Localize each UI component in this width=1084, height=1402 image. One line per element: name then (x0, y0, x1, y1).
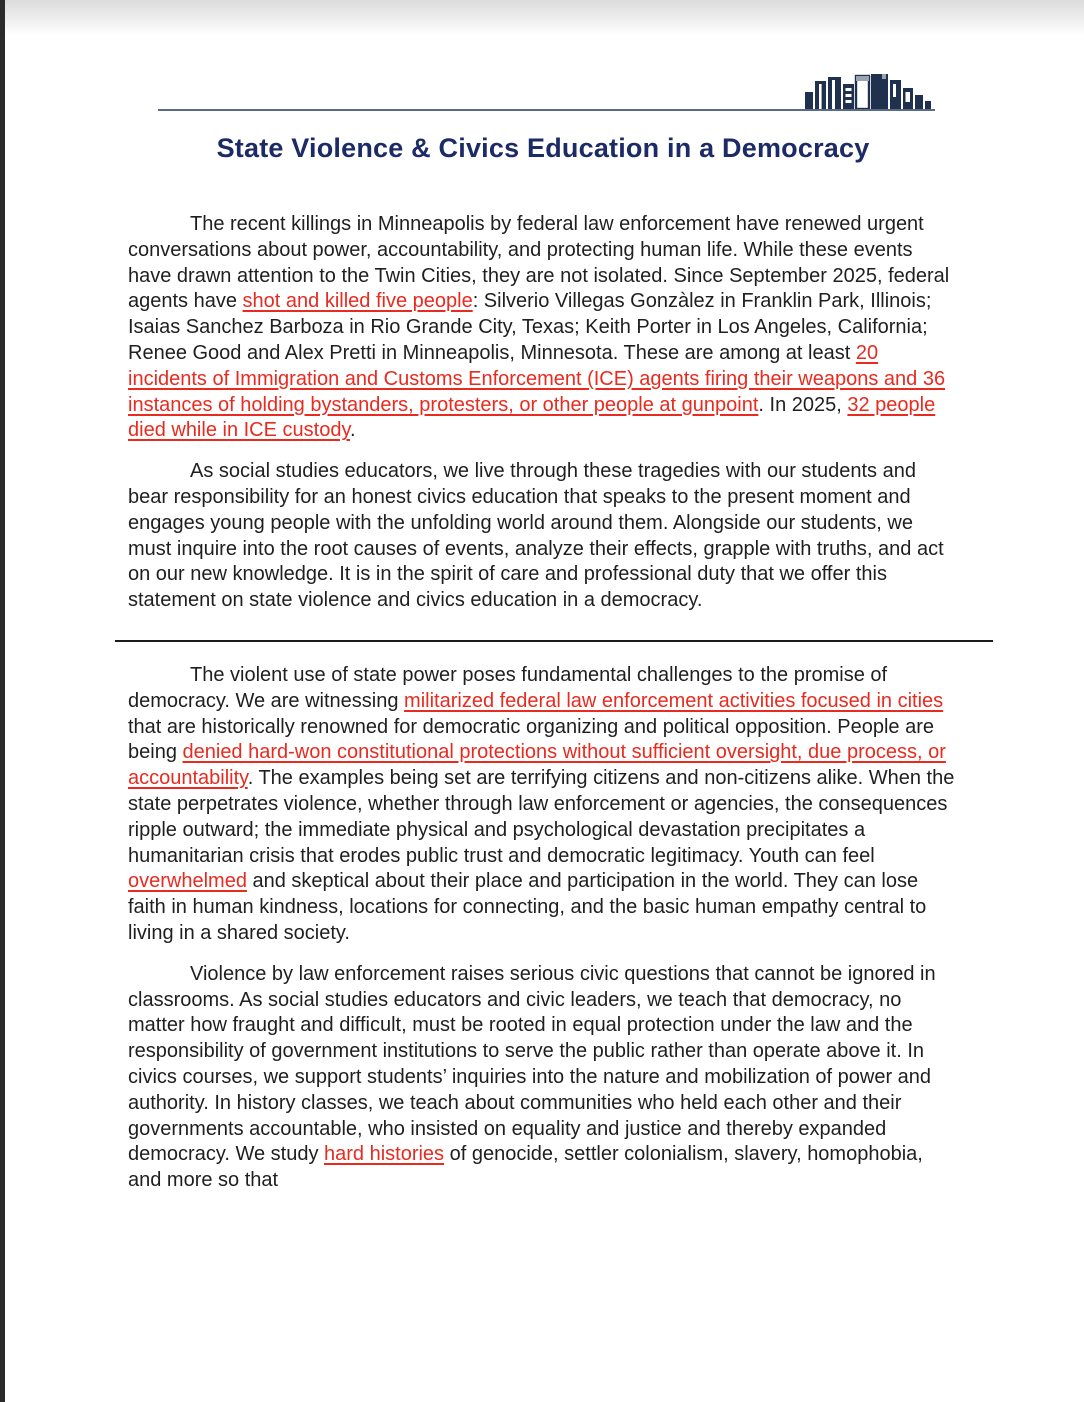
inline-link[interactable]: 20 incidents of Immigration and Customs Enforcement (ICE) agents firing their weapons and 36 instances of holding bystanders, protesters, or other people at gunpoint (128, 341, 946, 416)
text-run: The recent killings in Minneapolis by federal law enforcement have renewed urgent conversations about power, accountability, and protecting human life. While these events have drawn attention to the Twin Cities, they are not isolated. Since September 2025, federal agents have (128, 213, 950, 313)
paragraph (128, 962, 958, 1194)
inline-link[interactable]: hard histories (324, 1143, 445, 1166)
page-title: State Violence & Civics Education in a Democracy (216, 133, 870, 163)
inline-link[interactable]: shot and killed five people (242, 290, 473, 313)
inline-link[interactable]: overwhelmed (128, 870, 247, 893)
paragraph (128, 212, 958, 444)
text-run: and skeptical about their place and participation in the world. They can lose faith in human kindness, locations for connecting, and the basic human empathy central to living in a shared society. (128, 870, 927, 944)
inline-link[interactable]: militarized federal law enforcement activities focused in cities (404, 689, 944, 712)
document-body (128, 212, 958, 1209)
text-run: of genocide, settler colonialism, slavery, homophobia, and more so that (128, 1143, 923, 1192)
paragraph (128, 663, 958, 947)
text-run: Violence by law enforcement raises serious civic questions that cannot be ignored in classrooms. As social studies educators and civic leaders, we teach that democracy, no matter how fraught and difficult, must be rooted in equal protection under the law and the responsibility of government institutions to serve the public rather than operate above it. In civics courses, we support students’ inquiries into the nature and mobilization of power and authority. In history classes, we teach about communities who held each other and their governments accountable, who insisted on equality and justice and thereby expanded democracy. We study (128, 962, 936, 1166)
viewer-left-edge (0, 0, 5, 1402)
section-divider (115, 640, 993, 642)
text-run: The violent use of state power poses fundamental challenges to the promise of democracy. We are witnessing (128, 663, 888, 712)
city-skyline-logo (799, 71, 935, 109)
inline-link[interactable]: denied hard-won constitutional protections without sufficient oversight, due process, or accountability (128, 741, 946, 790)
text-run: . (349, 419, 356, 442)
paragraph (128, 459, 958, 614)
text-run: As social studies educators, we live through these tragedies with our students and bear responsibility for an honest civics education that speaks to the present moment and engages young people with the unfolding world around them. Alongside our students, we must inquire into the root causes of events, analyze their effects, grapple with truths, and act on our new knowledge. It is in the spirit of care and professional duty that we offer this statement on state violence and civics education in a democracy. (128, 460, 944, 612)
text-run: . In 2025, (758, 393, 848, 416)
page-top-shadow (0, 0, 1084, 36)
text-run: : Silverio Villegas Gonzàlez in Franklin Park, Illinois; Isaias Sanchez Barboza in Rio Grande City, Texas; Keith Porter in Los Angeles, California; Renee Good and Alex Pretti in Minneapolis, Minnesota. These are among at least (128, 290, 932, 364)
inline-link[interactable]: 32 people died while in ICE custody (128, 393, 936, 442)
text-run: that are historically renowned for democratic organizing and political opposition. People are being (128, 715, 935, 764)
header-rule (158, 109, 935, 111)
text-run: . The examples being set are terrifying citizens and non-citizens alike. When the state perpetrates violence, whether through law enforcement or agencies, the consequences ripple outward; the immediate physical and psychological devastation precipitates a humanitarian crisis that erodes public trust and democratic legitimacy. Youth can feel (128, 767, 955, 867)
